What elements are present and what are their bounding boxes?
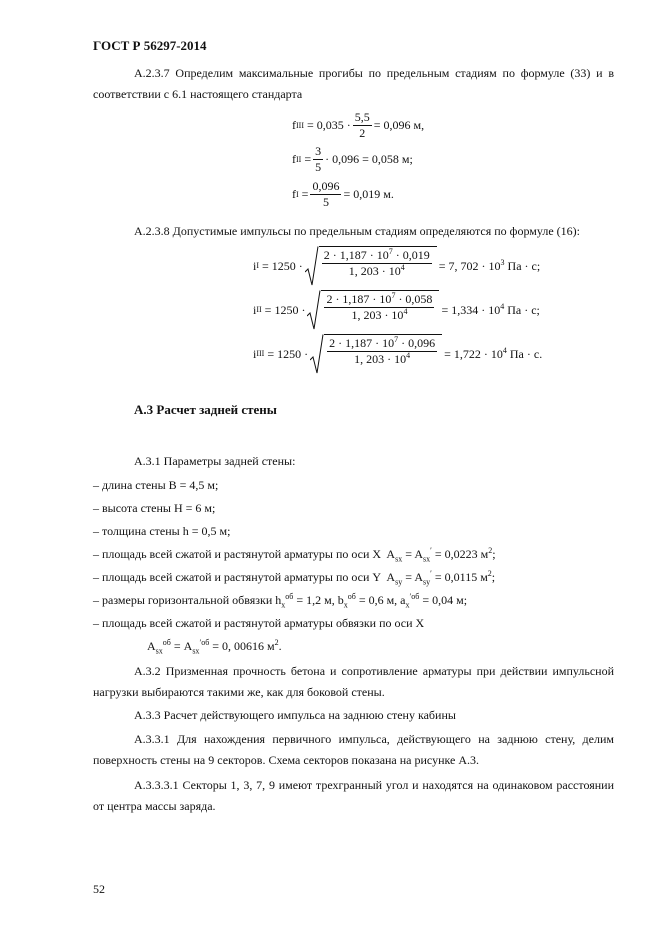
paragraph-a33: А.3.3 Расчет действующего импульса на заднюю стену кабины [134,708,456,722]
eq-operator: = 0,035 · [307,118,351,132]
radical-sign-icon [310,334,324,374]
denominator: 1, $203 \cdot 10^4$ [351,307,408,322]
fraction [322,249,432,278]
denominator: 1, $203 \cdot 10^4$ [348,263,405,278]
list-item-thickness: – толщина стены h = 0,5 м; [93,524,231,538]
equation-f-ii: f II = $\frac{3}{5}$ · 0,096 = 0,058 м; [292,144,413,174]
square-root [305,246,437,286]
equation-i-i: i I = 1250 · $\frac{2 \cdot 1,187 \cdot 10^7 \cdot 0,019}{1, 203 \cdot 10^4}$ = 7, $702 \cdot 10^3$ Па · с; [253,246,540,286]
denominator: 5 [322,195,329,209]
eq-result: = 0,096 м, [373,118,425,132]
equation-f-iii: f III = 0,035 · $\frac{5,5}{2}$ = 0,096 м, [292,110,425,140]
list-item-binding-area-formula: $A_{sx}^{об} = A_{sx}^{'об} = 0$, 00616 $м^2$. [147,638,282,656]
numerator: 5,5 [354,110,370,124]
eq-symbol: f [292,118,296,132]
eq-result: = $1,334 \cdot 10^4$ Па · с; [441,301,540,317]
numerator: $2 \cdot 1,187 \cdot 10^7 \cdot 0,058$ [326,291,433,306]
numerator: $2 \cdot 1,187 \cdot 10^7 \cdot 0,096$ [329,335,436,350]
radical-sign-icon [307,290,321,330]
eq-symbol: i [253,346,257,361]
eq-result: = $1,722 \cdot 10^4$ Па · с. [444,345,543,361]
eq-result: · 0,096 = 0,058 м; [325,152,413,166]
eq-prefix: = 1250 · [264,302,306,317]
list-item-height: – высота стены H = 6 м; [93,501,216,515]
list-item-length: – длина стены B = 4,5 м; [93,478,219,492]
paragraph-a3331: А.3.3.3.1 Секторы 1, 3, 7, 9 имеют трехгранный угол и находятся на одинаковом расстоянии от центра массы заряда. [93,778,614,813]
eq-symbol: f [292,152,296,166]
eq-operator: = [301,187,309,201]
document-header: ГОСТ Р 56297-2014 [93,38,207,53]
fraction [324,293,434,322]
eq-prefix: = 1250 · [262,258,303,273]
square-root [310,334,442,374]
eq-symbol: i [253,302,257,317]
equation-i-ii: i II = 1250 · $\frac{2 \cdot 1,187 \cdot 10^7 \cdot 0,058}{1, 203 \cdot 10^4}$ = $1,334 \cdot 10^4$ Па · с; [253,290,540,330]
equation-f-i: f I = $\frac{0,096}{5}$ = 0,019 м. [292,179,394,209]
list-item-binding-area: – площадь всей сжатой и растянутой арматуры обвязки по оси X [93,616,425,630]
fraction [353,111,372,140]
denominator: 1, $203 \cdot 10^4$ [354,351,411,366]
denominator: 5 [315,160,322,174]
paragraph-a237: А.2.3.7 Определим максимальные прогибы по предельным стадиям по формуле (33) и в соответствии с 6.1 настоящего стандарта [93,66,614,101]
numerator: 3 [315,144,322,158]
square-root [307,290,439,330]
list-item-area-x: – площадь всей сжатой и растянутой арматуры по оси X $A_{sx} = A_{sx}' = 0,0223$ $м^2$; [93,546,496,564]
paragraph-a31: А.3.1 Параметры задней стены: [134,454,296,468]
eq-prefix: = 1250 · [267,346,309,361]
equation-i-iii: i III = 1250 · $\frac{2 \cdot 1,187 \cdot 10^7 \cdot 0,096}{1, 203 \cdot 10^4}$ = $1,722 \cdot 10^4$ Па · с. [253,334,542,374]
fraction [313,145,323,174]
eq-operator: = [304,152,312,166]
numerator: $2 \cdot 1,187 \cdot 10^7 \cdot 0,019$ [323,247,430,262]
paragraph-a32: А.3.2 Призменная прочность бетона и сопротивление арматуры при действии импульсной нагрузки выбираются такими же, как для боковой стены. [93,664,614,699]
denominator: 2 [359,126,366,140]
fraction [327,337,437,366]
eq-result: = 7, $702 \cdot 10^3$ Па · с; [438,257,541,273]
list-item-binding-sizes: – размеры горизонтальной обвязки $h_x^{об} = 1,2$ м, $b_x^{об} = 0,6$ м, $a_x^{'об} = 0,04$ м; [93,592,468,610]
list-item-area-y: – площадь всей сжатой и растянутой арматуры по оси Y $A_{sy} = A_{sy}' = 0,0115$ $м^2$; [93,569,496,587]
fraction [310,180,341,209]
page-number: 52 [93,882,105,896]
paragraph-a331: А.3.3.1 Для нахождения первичного импульса, действующего на заднюю стену, делим поверхность стены на 9 секторов. Схема секторов показана на рисунке А.3. [93,732,614,767]
section-heading: А.3 Расчет задней стены [134,402,277,417]
eq-symbol: f [292,187,296,201]
eq-result: = 0,019 м. [343,187,394,201]
eq-symbol: i [253,258,257,273]
paragraph-a238: А.2.3.8 Допустимые импульсы по предельным стадиям определяются по формуле (16): [134,224,580,238]
radical-sign-icon [305,246,319,286]
numerator: 0,096 [312,179,340,193]
